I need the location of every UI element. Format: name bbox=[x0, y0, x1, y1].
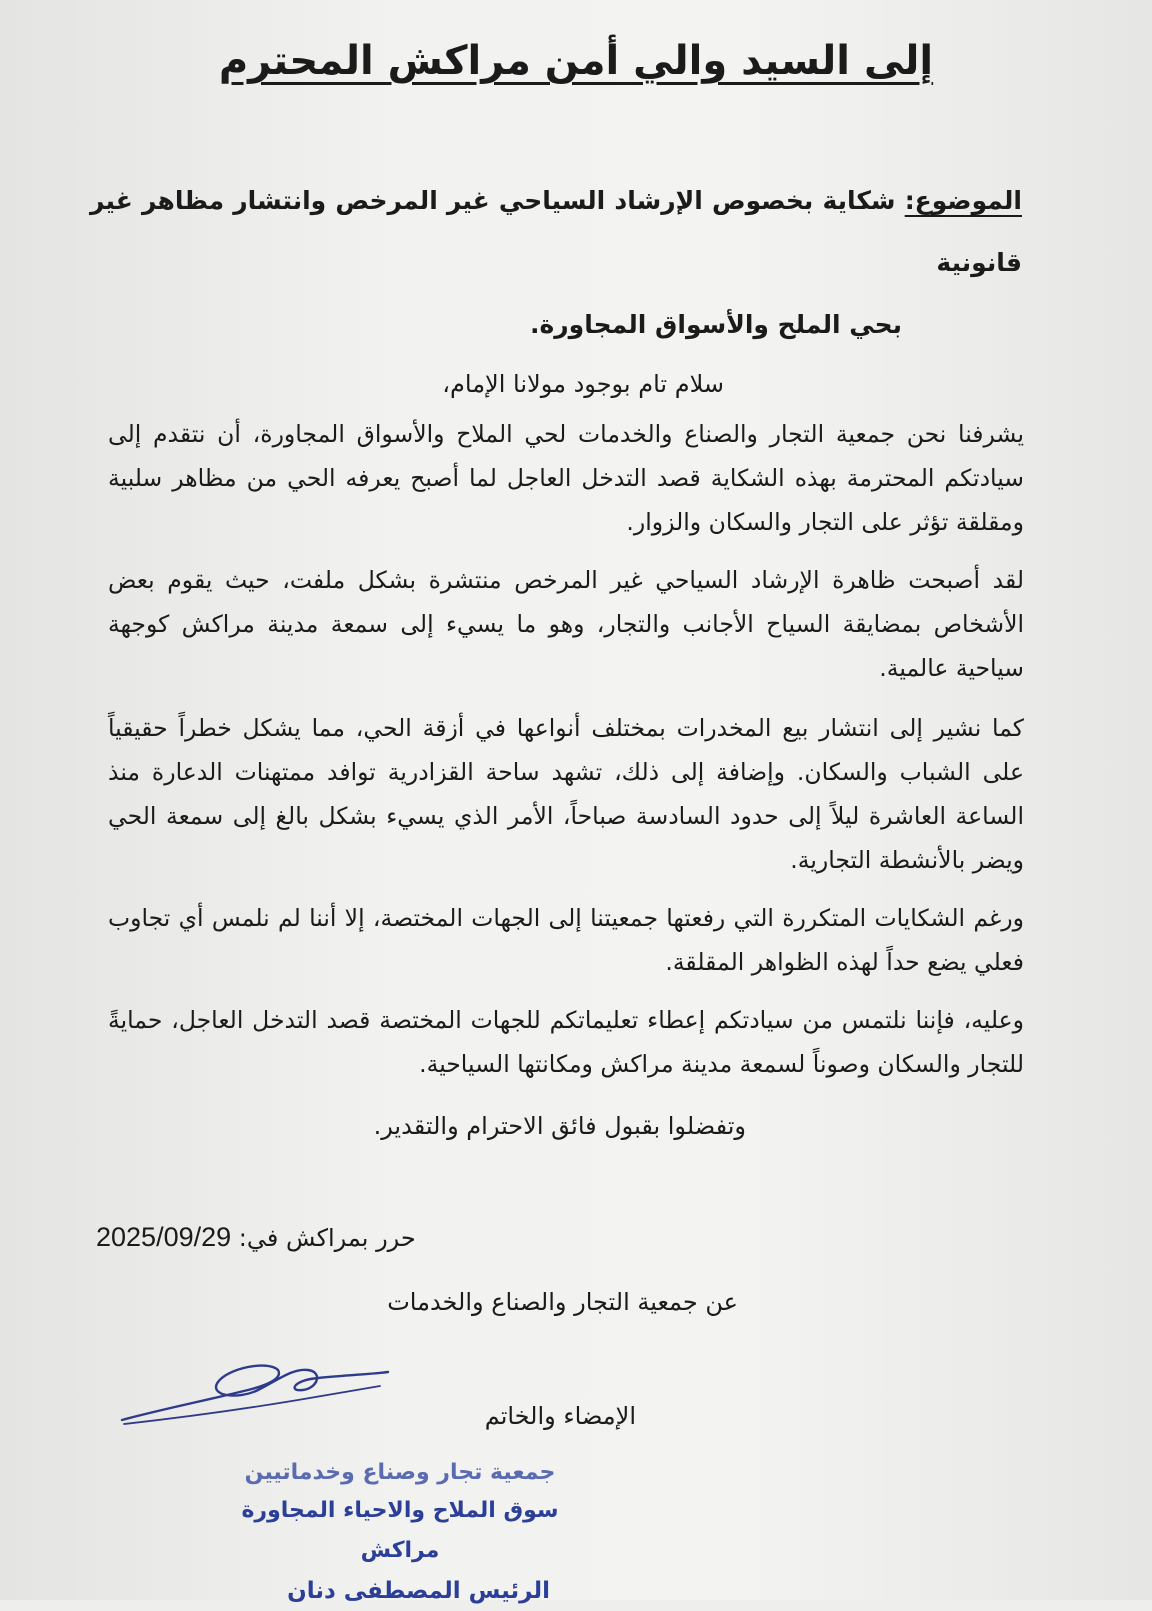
subject-block bbox=[90, 170, 1022, 356]
stamp-line-3: الرئيس المصطفى دنان bbox=[287, 1578, 550, 1604]
association-stamp bbox=[230, 1455, 570, 1611]
stamp-line-2: سوق الملاح والاحياء المجاورة مراكش bbox=[241, 1498, 559, 1563]
on-behalf-line: عن جمعية التجار والصناع والخدمات bbox=[387, 1288, 738, 1316]
subject-label: الموضوع: bbox=[904, 186, 1022, 215]
paragraph-drugs: كما نشير إلى انتشار بيع المخدرات بمختلف أنواعها في أزقة الحي، مما يشكل خطراً حقيقياً على الشباب والسكان. وإضافة إلى ذلك، تشهد ساحة القزادرية توافد ممتهنات الدعارة منذ الساعة العاشرة ليلاً إلى حدود السادسة صباحاً، الأمر الذي يسيء بشكل بالغ إلى سمعة الحي ويضر بالأنشطة التجارية. bbox=[108, 714, 1024, 874]
paragraph-request: وعليه، فإننا نلتمس من سيادتكم إعطاء تعليماتكم للجهات المختصة قصد التدخل العاجل، حمايةً للتجار والسكان وصوناً لسمعة مدينة مراكش ومكانتها السياحية. bbox=[108, 1006, 1024, 1078]
signature-label: الإمضاء والخاتم bbox=[484, 1402, 636, 1430]
subject-line-1: شكاية بخصوص الإرشاد السياحي غير المرخص وانتشار مظاهر غير قانونية bbox=[90, 186, 1022, 277]
greeting: سلام تام بوجود مولانا الإمام، bbox=[442, 370, 724, 398]
stamp-line-1: جمعية تجار وصناع وخدماتيين bbox=[244, 1460, 556, 1485]
paragraph-unlicensed-guides: لقد أصبحت ظاهرة الإرشاد السياحي غير المرخص منتشرة بشكل ملفت، حيث يقوم بعض الأشخاص بمضايقة السياح الأجانب والتجار، وهو ما يسيء إلى سمعة مدينة مراكش كوجهة سياحية عالمية. bbox=[108, 566, 1024, 682]
signature-scribble bbox=[118, 1360, 398, 1430]
letter-date: 2025/09/29 bbox=[96, 1222, 232, 1252]
written-at-label: حرر بمراكش في: bbox=[238, 1224, 416, 1252]
written-at-line bbox=[96, 1222, 416, 1253]
subject-line-2: بحي الملح والأسواق المجاورة. bbox=[530, 310, 902, 339]
closing-line: وتفضلوا بقبول فائق الاحترام والتقدير. bbox=[373, 1112, 746, 1140]
paragraph-complaints: ورغم الشكايات المتكررة التي رفعتها جمعيتنا إلى الجهات المختصة، إلا أننا لم نلمس أي تجاوب فعلي يضع حداً لهذه الظواهر المقلقة. bbox=[108, 904, 1024, 976]
paragraph-intro: يشرفنا نحن جمعية التجار والصناع والخدمات لحي الملاح والأسواق المجاورة، أن نتقدم إلى سيادتكم المحترمة بهذه الشكاية قصد التدخل العاجل لما أصبح يعرفه الحي من مظاهر سلبية ومقلقة تؤثر على التجار والسكان والزوار. bbox=[108, 420, 1024, 536]
letter-heading: إلى السيد والي أمن مراكش المحترم bbox=[218, 38, 934, 84]
